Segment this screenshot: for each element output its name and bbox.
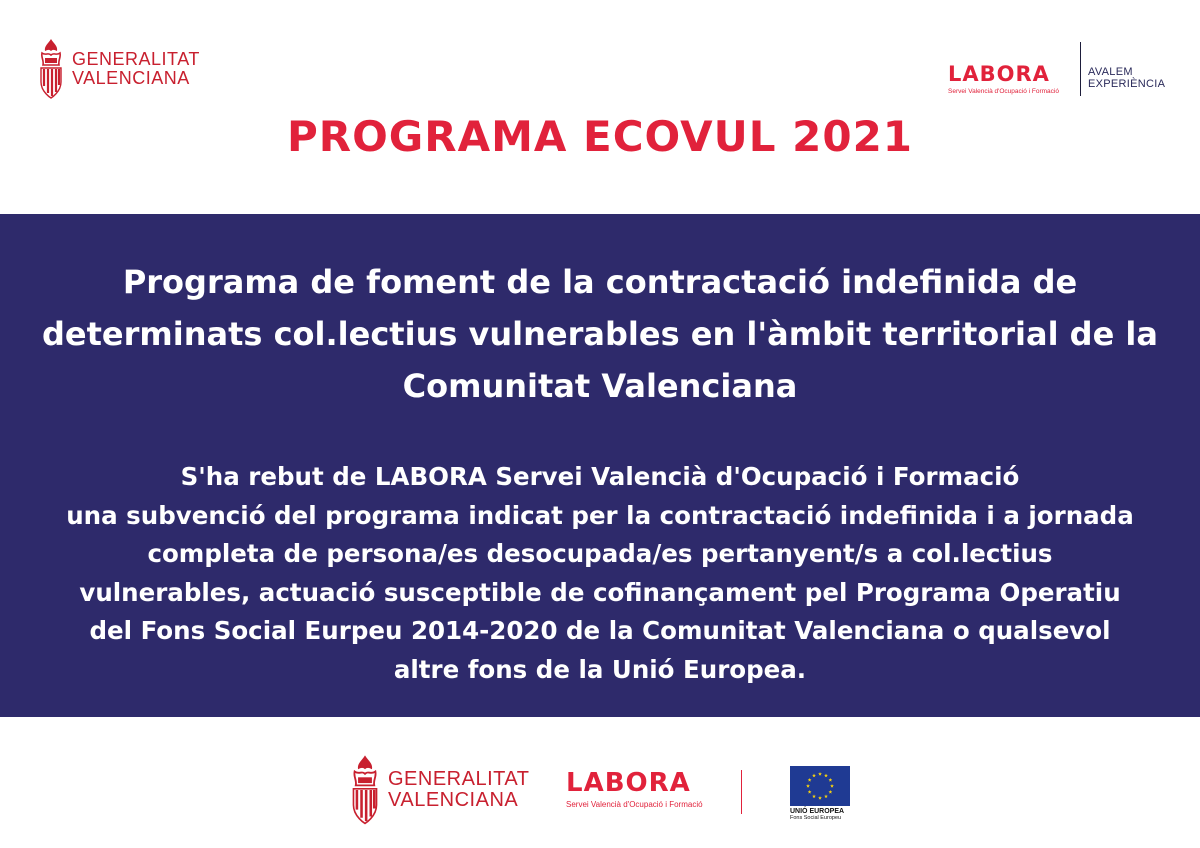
program-banner — [0, 214, 1200, 717]
eu-flag-icon — [790, 766, 850, 806]
labora-wordmark: LABORA — [566, 768, 691, 798]
page-title: PROGRAMA ECOVUL 2021 — [286, 112, 914, 161]
subsidy-notice — [20, 458, 1180, 689]
eu-sub-label: Fons Social Europeu — [790, 815, 842, 821]
eu-label: UNIÓ EUROPEA — [790, 808, 845, 815]
footer-labora-logo — [566, 770, 703, 809]
eu-logo — [790, 766, 852, 822]
labora-subtitle: Servei Valencià d'Ocupació i Formació — [566, 800, 703, 809]
footer-logo-divider — [741, 770, 742, 814]
avalem-experiencia-logo — [1088, 66, 1165, 90]
notice-line: completa de persona/es desocupada/es pertanyent/s a col.lectius — [147, 539, 1053, 568]
notice-line: una subvenció del programa indicat per la contractació indefinida i a jornada — [66, 500, 1134, 530]
avalem-line2: EXPERIÈNCIA — [1088, 78, 1166, 91]
gv-logo-line1: GENERALITAT — [388, 768, 530, 790]
labora-wordmark: LABORA — [948, 62, 1050, 86]
coat-of-arms-icon — [350, 752, 380, 828]
gv-logo-line2: VALENCIANA — [388, 789, 519, 811]
labora-subtitle: Servei Valencià d'Ocupació i Formació — [948, 88, 1059, 95]
logo-divider — [1080, 42, 1081, 96]
program-name: Programa de foment de la contractació indefinida de determinats col.lectius vulnerables en l'àmbit territorial de la Comunitat Valenciana — [42, 263, 1158, 405]
generalitat-valenciana-logo — [38, 38, 200, 100]
notice-line: S'ha rebut de LABORA Servei Valencià d'Ocupació i Formació — [180, 462, 1020, 491]
avalem-line1: AVALEM — [1088, 66, 1133, 78]
footer-generalitat-valenciana-logo — [350, 752, 529, 828]
coat-of-arms-icon — [38, 38, 64, 100]
gv-logo-line2: VALENCIANA — [72, 68, 190, 88]
labora-logo — [948, 64, 1059, 95]
gv-logo-line1: GENERALITAT — [72, 49, 200, 70]
notice-line: del Fons Social Eurpeu 2014-2020 de la Comunitat Valenciana o qualsevol — [89, 616, 1111, 645]
notice-line: vulnerables, actuació susceptible de cofinançament pel Programa Operatiu — [79, 577, 1121, 607]
notice-line: altre fons de la Unió Europea. — [393, 654, 807, 684]
